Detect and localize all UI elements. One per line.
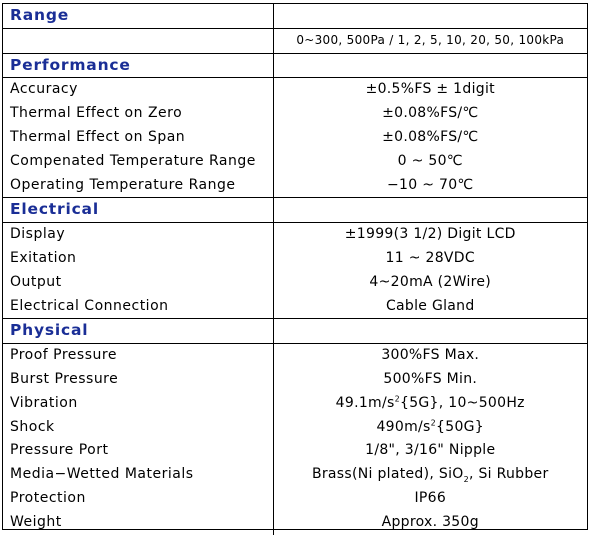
- spec-sheet: [2, 3, 588, 530]
- row-label: Proof Pressure: [3, 344, 273, 368]
- row-value: Approx. 350g: [273, 511, 587, 535]
- row-label: Exitation: [10, 249, 77, 266]
- row-value: 1/8", 3/16" Nipple: [273, 439, 587, 463]
- section-heading-performance: Performance: [3, 53, 273, 78]
- section-electrical: [3, 198, 587, 223]
- row-label: Protection: [10, 489, 86, 506]
- row-value: 4~20mA (2Wire): [273, 271, 587, 295]
- row-label: Media−Wetted Materials: [10, 466, 194, 483]
- table-row: [3, 368, 587, 392]
- row-value: [273, 416, 587, 440]
- table-row: [3, 463, 587, 487]
- row-value: 0 ~ 50℃: [273, 150, 587, 174]
- row-label: Pressure Port: [10, 442, 109, 459]
- table-row: [3, 223, 587, 247]
- row-label: Thermal Effect on Span: [10, 128, 186, 145]
- row-value: 11 ~ 28VDC: [273, 247, 587, 271]
- row-value: −10 ~ 70℃: [273, 174, 587, 198]
- table-row: [3, 416, 587, 440]
- value-part: , Si Rubber: [468, 466, 549, 483]
- value-part: {5G}, 10~500Hz: [399, 394, 525, 411]
- value-part: Brass(Ni plated), SiO: [311, 466, 464, 483]
- table-row: [3, 78, 587, 102]
- subscript: 2: [463, 474, 469, 484]
- row-value: Cable Gland: [273, 295, 587, 319]
- row-value: ±1999(3 1/2) Digit LCD: [273, 223, 587, 247]
- row-value: ±0.5%FS ± 1digit: [273, 78, 587, 102]
- table-row: [3, 102, 587, 126]
- value-part: 49.1m/s: [335, 394, 395, 411]
- table-row: [3, 150, 587, 174]
- row-label: Electrical Connection: [10, 297, 169, 314]
- row-value: IP66: [273, 487, 587, 511]
- table-row: [3, 511, 587, 535]
- table-row: [3, 344, 587, 368]
- section-range: [3, 4, 587, 28]
- row-label: Vibration: [10, 394, 78, 411]
- row-label: Thermal Effect on Zero: [10, 105, 183, 122]
- row-value: 300%FS Max.: [273, 344, 587, 368]
- superscript: 2: [430, 417, 437, 427]
- table-row: [3, 271, 587, 295]
- row-label: Compenated Temperature Range: [10, 152, 256, 169]
- row-label: Accuracy: [3, 78, 273, 102]
- range-value: 0~300, 500Pa / 1, 2, 5, 10, 20, 50, 100kPa: [273, 28, 587, 53]
- row-value: ±0.08%FS/℃: [273, 102, 587, 126]
- row-label: Operating Temperature Range: [10, 176, 236, 193]
- superscript: 2: [394, 394, 400, 404]
- spec-table: [3, 4, 587, 535]
- section-physical: [3, 319, 587, 344]
- row-value: 500%FS Min.: [273, 368, 587, 392]
- table-row: [3, 295, 587, 319]
- value-part: {50G}: [436, 418, 485, 435]
- row-label: Output: [10, 273, 62, 290]
- section-heading-physical: Physical: [3, 319, 273, 344]
- row-label: Shock: [10, 418, 55, 435]
- section-performance: [3, 53, 587, 78]
- table-row: [3, 439, 587, 463]
- table-row: [3, 174, 587, 198]
- row-label: Display: [3, 223, 273, 247]
- row-label: Weight: [10, 513, 62, 530]
- table-row: [3, 392, 587, 416]
- section-heading-electrical: Electrical: [3, 198, 273, 223]
- table-row: [3, 126, 587, 150]
- section-heading-range: Range: [10, 6, 70, 24]
- table-row: [3, 247, 587, 271]
- row-value: [273, 463, 587, 487]
- row-value: [273, 392, 587, 416]
- row-value: ±0.08%FS/℃: [273, 126, 587, 150]
- table-row: [3, 487, 587, 511]
- table-row: [3, 28, 587, 53]
- value-part: 490m/s: [376, 418, 431, 435]
- row-label: Burst Pressure: [10, 370, 119, 387]
